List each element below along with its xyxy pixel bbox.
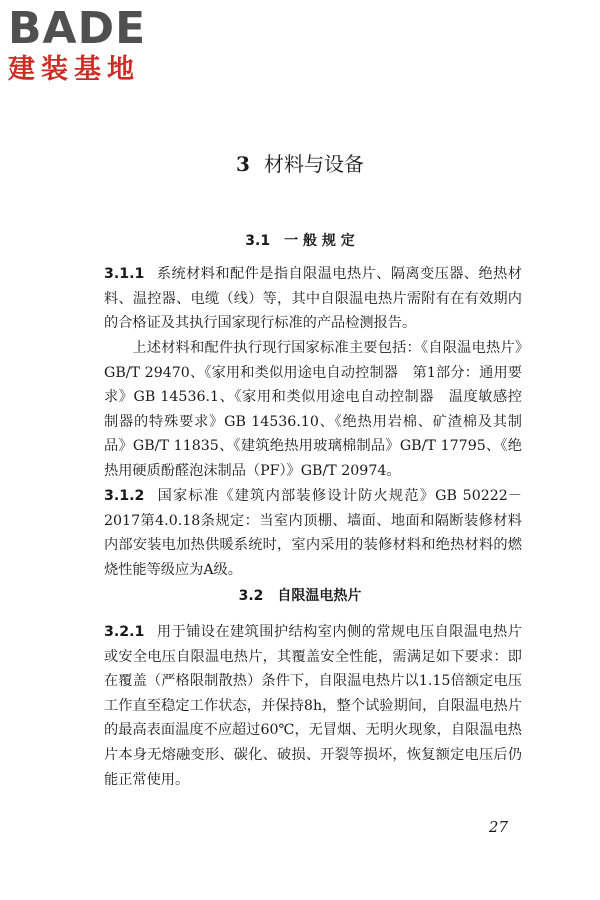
- section-title: 一 般 规 定: [284, 233, 355, 249]
- clause-text: 国家标准《建筑内部装修设计防火规范》GB 50222－2017第4.0.18条规定：当室内顶棚、墙面、地面和隔断装修材料内部安装电加热供暖系统时，室内采用的装修材料和绝热材料的燃烧性能等级应为A级。: [104, 488, 522, 578]
- logo-brand: BADE: [8, 3, 147, 54]
- section-heading-3-2: [0, 586, 600, 606]
- logo: [8, 3, 178, 86]
- section-number: 3.2: [238, 588, 264, 604]
- logo-subtitle: 建装基地: [8, 54, 140, 85]
- clause-text: 系统材料和配件是指自限温电热片、隔离变压器、绝热材料、温控器、电缆（线）等，其中自限温电热片需附有在有效期内的合格证及其执行国家现行标准的产品检测报告。: [104, 266, 522, 332]
- clause-3-1-2: [104, 484, 522, 582]
- clause-3-1-1: [104, 262, 522, 336]
- standards-paragraph: 上述材料和配件执行现行国家标准主要包括：《自限温电热片》GB/T 29470、《家用和类似用途电自动控制器 第1部分：通用要求》GB 14536.1、《家用和类似用途电自动控制器 温度敏感控制器的特殊要求》GB 14536.10、《绝热用岩棉、矿渣棉及其制品》GB/T 11835、《建筑绝热用玻璃棉制品》GB/T 17795、《绝热用硬质酚醛泡沫制品（PF）》GB/T 20974。: [104, 340, 522, 479]
- section-title: 自限温电热片: [277, 588, 362, 604]
- clause-number: 3.2.1: [104, 624, 145, 640]
- clause-3-2-1: [104, 620, 522, 792]
- section-number: 3.1: [245, 233, 271, 249]
- clause-number: 3.1.1: [104, 266, 145, 282]
- chapter-title: 材料与设备: [263, 152, 364, 176]
- page-number: 27: [488, 818, 508, 836]
- section-heading-3-1: [0, 231, 600, 251]
- chapter-heading: [0, 150, 600, 178]
- clause-text: 用于铺设在建筑围护结构室内侧的常规电压自限温电热片或安全电压自限温电热片，其覆盖安全性能，需满足如下要求：即在覆盖（严格限制散热）条件下，自限温电热片以1.15倍额定电压工作直至稳定工作状态，并保持8h，整个试验期间，自限温电热片的最高表面温度不应超过60℃，无冒烟、无明火现象，自限温电热片本身无熔融变形、碳化、破损、开裂等损坏，恢复额定电压后仍能正常使用。: [104, 624, 522, 788]
- clause-number: 3.1.2: [104, 488, 145, 504]
- chapter-number: 3: [236, 152, 250, 176]
